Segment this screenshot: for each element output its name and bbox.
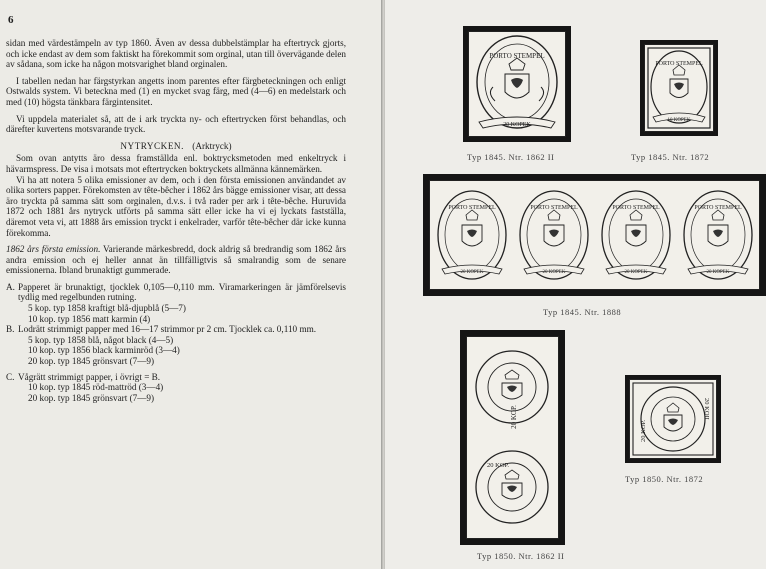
list-item	[6, 324, 346, 335]
item-label: A.	[6, 281, 15, 292]
stamp-value: 10 KOPEK	[667, 118, 691, 123]
list-row: 5 kop. typ 1858 blå, något black (4—5)	[28, 334, 174, 345]
list-row: 20 kop. typ 1845 grönsvart (7—9)	[28, 356, 155, 367]
item-text: Vågrätt strimmigt papper, i övrigt = B.	[18, 371, 161, 382]
image-caption: Typ 1850. Ntr. 1862 II	[477, 551, 565, 561]
stamp-oval-1845	[438, 191, 506, 279]
stamp-label: PORTO STEMPEL	[489, 52, 545, 60]
list-row: 5 kop. typ 1858 kraftigt blå-djupblå (5—7)	[28, 303, 186, 314]
item-text: Lodrätt strimmigt papper med 16—17 strimmor pr 2 cm. Tjocklek ca. 0,110 mm.	[18, 324, 317, 335]
stamp-circle-1850	[630, 380, 716, 458]
body-text	[6, 38, 346, 403]
paragraph: Vi ha att notera 5 olika emissioner av dem, och i den första emissionen användandet av olika sorters papper. Förekomsten av tête-bêcher i 1862 års bägge emissioner visar, att dessa äro tryckta på samma sätt som orginalen, d.v.s. i två rader per ark i tête-bêche. Huruvida 1872 och 1881 års nytryck utförts på samma sätt eller icke ha vi ej lyckats fastställa, däremot veta vi, att 1888 års emission tryckt i enkelrader, varför tête-bêcher där icke kunna förekomma.	[6, 174, 346, 238]
stamp-pair-image	[460, 330, 565, 545]
list-row: 10 kop. typ 1856 black karminröd (3—4)	[28, 345, 180, 356]
list-row: 10 kop. typ 1856 matt karmin (4)	[28, 313, 151, 324]
image-caption: Typ 1845. Ntr. 1872	[631, 152, 710, 162]
emission-title: 1862 års första emission.	[6, 244, 101, 255]
paragraph: I tabellen nedan har färgstyrkan angetts inom parentes efter färgbeteckningen och enligt Ostwalds system. Vi beteckna med (1) en mycket svag färg, med (4—6) en medelstark och med (10) högsta tänkbara färgintensitet.	[6, 75, 346, 107]
emission-paragraph	[6, 244, 346, 276]
stamp-value: 20 KOPEK	[542, 270, 566, 275]
stamp-label: PORTO STEMPEL	[694, 205, 742, 211]
paragraph: Som ovan antytts äro dessa framställda enl. boktrycksmetoden med enkeltryck i hävarmspress. De visa i motsats mot eftertrycken boktryckets allmänna kännemärken.	[6, 153, 346, 174]
stamp-label: 20 KOP.	[510, 405, 518, 429]
stamp-value: 20 KOPEK	[624, 270, 648, 275]
image-caption: Typ 1845. Ntr. 1888	[543, 307, 622, 317]
stamp-label: 20 KOP.	[487, 462, 510, 469]
list-item	[6, 372, 346, 383]
emission-text: Varierande märkesbredd, dock aldrig så bredrandig som 1862 års andra emission och ej heller annat än tillfälligtvis så smalrandig som de senare emissionerna. Ibland brunaktigt gummerade.	[6, 244, 346, 276]
list-item	[6, 282, 346, 303]
item-text: Papperet är brunaktigt, tjocklek 0,105—0,110 mm. Viramarkeringen är jämförelsevis tydlig med regelbunden rutning.	[18, 281, 346, 303]
stamp-value: 20 KOPEK	[503, 122, 531, 128]
image-caption: Typ 1850. Ntr. 1872	[625, 474, 704, 484]
stamp-oval-1845	[684, 191, 752, 279]
heading-title: NYTRYCKEN.	[120, 140, 184, 151]
stamp-oval-1845	[520, 191, 588, 279]
item-label: B.	[6, 324, 15, 335]
stamp-label-koii: 20 KOII	[703, 398, 710, 420]
stamp-circle-1850	[476, 451, 548, 523]
stamp-image	[463, 26, 571, 142]
stamp-image	[625, 375, 721, 463]
stamp-image	[640, 40, 718, 136]
stamp-label: PORTO STEMPEL	[655, 61, 703, 67]
stamp-label: PORTO STEMPEL	[448, 205, 496, 211]
stamp-oval-1845	[645, 45, 713, 131]
heading-subtitle: (Arktryck)	[192, 140, 232, 151]
left-page	[0, 0, 381, 569]
item-label: C.	[6, 371, 15, 382]
stamp-value: 20 KOPEK	[706, 270, 730, 275]
stamp-strip	[430, 181, 759, 289]
stamp-oval-1845	[602, 191, 670, 279]
page-number: 6	[8, 14, 14, 26]
stamp-value: 20 KOPEK	[460, 270, 484, 275]
section-heading	[6, 141, 346, 152]
paragraph: Vi uppdela materialet så, att de i ark tryckta ny- och eftertrycken först behandlas, och därefter kuvertens motsvarande tryck.	[6, 113, 346, 135]
stamp-pair	[467, 337, 558, 538]
list-row: 10 kop. typ 1845 röd-mattröd (3—4)	[28, 382, 164, 393]
list-row: 20 kop. typ 1845 grönsvart (7—9)	[28, 392, 155, 403]
paragraph: sidan med värdestämpeln av typ 1860. Även av dessa dubbelstämplar ha eftertryck gjorts, och icke endast av dem som faktiskt ha förekommit som orginal, utan till övervägande delen av sådana, som icke ha någon motsvarighet bland orginalen.	[6, 38, 346, 70]
image-caption: Typ 1845. Ntr. 1862 II	[467, 152, 555, 162]
stamp-label: 20 KOP.	[640, 419, 647, 442]
stamp-circle-1850	[476, 351, 548, 429]
stamp-strip-image	[423, 174, 766, 296]
stamp-oval-1845	[469, 32, 565, 136]
right-page	[385, 0, 766, 569]
stamp-label: PORTO STEMPEL	[612, 205, 660, 211]
stamp-label: PORTO STEMPEL	[530, 205, 578, 211]
